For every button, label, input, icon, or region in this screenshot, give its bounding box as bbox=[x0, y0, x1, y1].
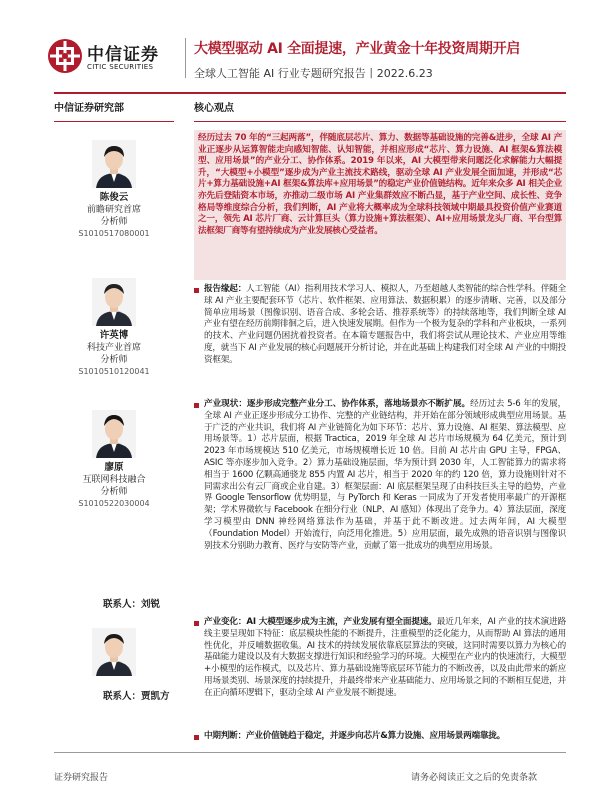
analyst-card bbox=[54, 140, 174, 240]
analyst-name: 廖原 bbox=[104, 462, 124, 473]
citic-logo bbox=[47, 38, 187, 78]
core-view-text: 经历过去 70 年的“三起两落”，伴随底层芯片、算力、数据等基础设施的完善&进步，全球 AI 产业正逐步从运算智能走向感知智能、认知智能，并相应形成“芯片、算力设施、AI 框架&算法模型、应用场景”的产业分工、协作体系。2019 年以来，AI 大模型带来问题泛化求解能力大幅提升，“大模型+小模型”逐步成为产业主流技术路线，驱动全球 AI 产业发展全面加速，并形成“芯片+算力基础设施+AI 框架&算法库+应用场景”的稳定产业价值链结构。近年来众多 AI 相关企业亦先后登陆资本市场，亦推动二级市场 AI 产业集群效应不断凸显，基于产业空间、成长性、竞争格局等维度综合分析，我们判断，AI 产业将大概率成为全球科技领域中期最具投资价值产业赛道之一，领先 AI 芯片厂商、云计算巨头（算力设施+算法框架）、AI+应用场景龙头厂商、平台型算法框架厂商等有望持续成为产业发展核心受益者。 bbox=[198, 133, 562, 236]
paragraph-change bbox=[194, 617, 566, 700]
analyst-license-id: S1010510120041 bbox=[78, 367, 150, 376]
left-column-heading bbox=[54, 102, 174, 116]
paragraph-text bbox=[204, 284, 566, 367]
analyst-name: 陈俊云 bbox=[99, 192, 129, 203]
footer-report-type: 证券研究报告 bbox=[54, 773, 109, 783]
paragraph-body: 最近几年来，AI 产业的技术演进路线主要呈现如下特征：底层模块性能的不断提升，注重模型的泛化能力，从而帮助 AI 算法的通用性优化，并反哺数据收集。AI 技术的持续发展依靠底层算法的突破，这同时需要以算力为核心的基础能力建设以及有大数据支撑进行知识和经验学习的环境。大模型在产业内的快速流行，大模型+小模型的运作模式，以及芯片、算力基础设施等底层环节能力的不断改善，以及由此带来的新应用场景类别、场景深度的持续提升，并最终带来产业基础能力、应用场景之间的不断相互促进，并在正向循环逻辑下，驱动全球 AI 产业发展不断提速。 bbox=[204, 617, 567, 698]
core-view-heading: 核心观点 bbox=[194, 103, 234, 114]
footer-disclaimer: 请务必阅读正文之后的免责条款 bbox=[411, 773, 538, 783]
analyst-card bbox=[54, 278, 174, 378]
analyst-avatar-2 bbox=[92, 278, 136, 326]
header-rule bbox=[54, 92, 566, 94]
contact-avatar bbox=[92, 628, 136, 676]
analyst-avatar-3 bbox=[92, 410, 136, 458]
header-divider bbox=[185, 38, 186, 78]
right-heading-rule bbox=[194, 121, 566, 122]
paragraph-lead: 中期判断：产业价值链趋于稳定，并逐步向芯片&算力设施、应用场景两端靠拢。 bbox=[204, 731, 506, 741]
analyst-name: 许英博 bbox=[99, 330, 129, 341]
bullet-marker bbox=[194, 735, 199, 740]
analyst-role: 分析师 bbox=[100, 217, 128, 227]
logo-english-name: CITIC SECURITIES bbox=[87, 63, 154, 71]
core-view-box bbox=[194, 130, 566, 280]
paragraph-text bbox=[204, 617, 566, 700]
bullet-marker bbox=[194, 621, 199, 626]
analyst-title: 前瞻研究首席 bbox=[86, 205, 141, 215]
contact-card bbox=[54, 628, 174, 676]
analyst-role: 分析师 bbox=[100, 487, 128, 497]
paragraph-origin bbox=[194, 284, 566, 367]
paragraph-text bbox=[204, 731, 566, 743]
analyst-role: 分析师 bbox=[100, 355, 128, 365]
analyst-card bbox=[54, 410, 174, 510]
analyst-title: 互联网科技融合 bbox=[82, 475, 146, 485]
paragraph-lead: 产业现状：逐步形成完整产业分工、协作体系，落地场景亦不断扩展。 bbox=[204, 399, 471, 409]
report-subtitle: 全球人工智能 AI 行业专题研究报告丨2022.6.23 bbox=[194, 67, 433, 80]
logo-chinese-name: 中信证券 bbox=[87, 45, 159, 65]
paragraph-text bbox=[204, 399, 566, 552]
report-title: 大模型驱动 AI 全面提速，产业黄金十年投资周期开启 bbox=[194, 41, 520, 57]
analyst-avatar-1 bbox=[92, 140, 136, 188]
bullet-marker bbox=[194, 403, 199, 408]
analyst-title: 科技产业首席 bbox=[86, 343, 141, 353]
paragraph-lead: 报告缘起： bbox=[204, 284, 247, 294]
paragraph-judgment bbox=[194, 731, 566, 743]
analyst-license-id: S1010522030004 bbox=[78, 499, 150, 508]
report-header bbox=[0, 0, 600, 95]
bullet-marker bbox=[194, 288, 199, 293]
left-heading-rule bbox=[54, 121, 174, 122]
paragraph-status bbox=[194, 399, 566, 552]
paragraph-body: 人工智能（AI）指利用技术学习人、模拟人，乃至超越人类智能的综合性学科。伴随全球 AI 产业主要配套环节（芯片、软件框架、应用算法、数据积累）的逐步清晰、完善，以及部分简单应用场景（图像识别、语音合成、多轮会话、推荐系统等）的持续落地等，我们判断全球 AI 产业有望在经历前期徘徊之后，进入快速发展期。但作为一个极为复杂的学科和产业板块，一系列的技术、产业问题仍困扰着投资者。在本篇专题报告中，我们将尝试从理论技术、产业应用等维度，就当下 AI 产业发展的核心问题展开分析讨论，并在此基础上构建我们对全球 AI 产业的中期投资框架。 bbox=[204, 284, 566, 365]
paragraph-lead: 产业变化：AI 大模型逐步成为主流，产业发展有望全面提速。 bbox=[204, 617, 437, 627]
paragraph-body: 经历过去 5-6 年的发展，全球 AI 产业正逐步形成分工协作、完整的产业链结构，并开始在部分领域形成典型应用场景。基于广泛的产业共识，我们将 AI 产业链简化为如下环节：芯片、算力设施、AI 框架、算法模型、应用场景等。1）芯片层面，根据 Tractica，2019 年全球 AI 芯片市场规模为 64 亿美元，预计到 2023 年市场规模达 510 亿美元，市场规模增长近 10 倍。目前 AI 芯片由 GPU 主导，FPGA、ASIC 等亦逐步加入竞争。2）算力基础设施层面，华为预计到 2030 年，人工智能算力的需求将相当于 1600 亿颗高通骁龙 855 内置 AI 芯片，相当于 2020 年的约 120 倍，算力设施则针对不同需求出公有云厂商或企业自建。3）框架层面：AI 底层框架呈现了由科技巨头主导的趋势，产业界 Google Tensorflow 优势明显，与 PyTorch 和 Keras 一同成为了开发者使用率最广的开源框架；学术界微软与 Facebook 在细分行业（NLP、AI 感知）体现出了竞争力。4）算法层面，深度学习模型由 DNN 神经网络算法作为基础，并基于此不断改进。过去两年间，AI 大模型（Foundation Model）开始流行，向泛用化推进。5）应用层面，最先成熟的语音识别与图像识别技术分别助力教育、医疗与安防等产业，贡献了第一批成功的典型应用场景。 bbox=[204, 399, 566, 551]
analyst-license-id: S1010517080001 bbox=[78, 229, 150, 238]
contact-person-1: 联系人：刘锐 bbox=[103, 599, 161, 610]
footer-rule bbox=[54, 752, 566, 753]
contact-person-2: 联系人：贾凯方 bbox=[103, 691, 170, 702]
right-column-heading bbox=[194, 102, 566, 116]
research-dept-heading: 中信证券研究部 bbox=[54, 103, 124, 114]
citic-logo-icon bbox=[47, 38, 83, 74]
